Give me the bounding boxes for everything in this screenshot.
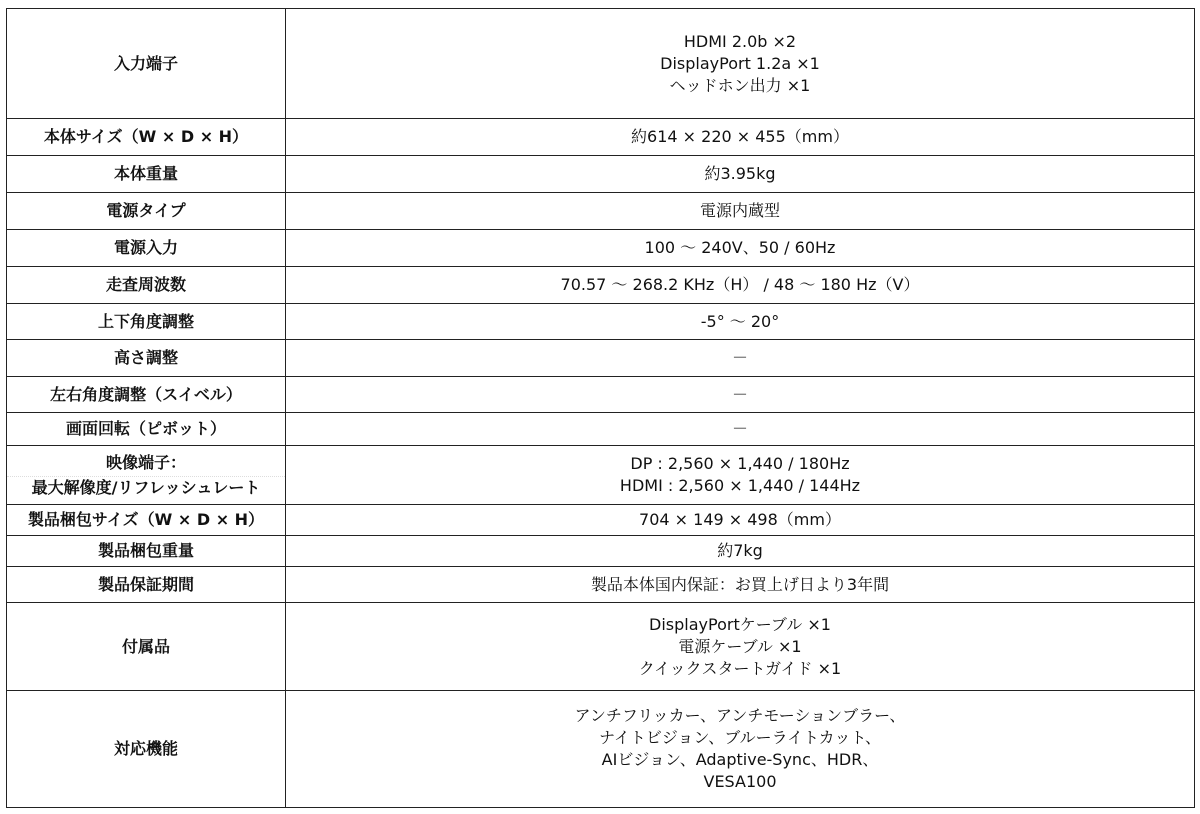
value-line: DisplayPort 1.2a ×1 [660, 53, 820, 73]
spec-row-body-weight [7, 156, 1195, 193]
row-value [286, 603, 1195, 691]
spec-row-accessories [7, 603, 1195, 691]
spec-row-package-weight [7, 536, 1195, 567]
label-line: 最大解像度/リフレッシュレート [31, 477, 261, 497]
value-line: DP : 2,560 × 1,440 / 180Hz [630, 454, 850, 473]
row-label: 付属品 [7, 603, 286, 691]
row-value: 704 × 149 × 498（mm） [286, 505, 1195, 536]
row-label: 電源タイプ [7, 193, 286, 230]
spec-row-body-size [7, 119, 1195, 156]
row-label: 画面回転（ピボット） [7, 413, 286, 446]
row-value: 約7kg [286, 536, 1195, 567]
value-line: VESA100 [703, 772, 777, 791]
row-value: 電源内蔵型 [286, 193, 1195, 230]
row-label: 電源入力 [7, 230, 286, 267]
row-label: 左右角度調整（スイベル） [7, 377, 286, 413]
row-value [286, 691, 1195, 808]
spec-table [6, 8, 1195, 808]
spec-row-power-type [7, 193, 1195, 230]
row-value: 製品本体国内保証：お買上げ日より3年間 [286, 567, 1195, 603]
value-line: クイックスタートガイド ×1 [638, 658, 842, 678]
row-label: 走査周波数 [7, 267, 286, 304]
row-value: 70.57 ～ 268.2 KHz（H） / 48 ～ 180 Hz（V） [286, 267, 1195, 304]
spec-row-height-adjust [7, 340, 1195, 377]
row-label: 本体サイズ（W × D × H） [7, 119, 286, 156]
spec-row-video-ports [7, 446, 1195, 505]
row-value: -5° ～ 20° [286, 304, 1195, 340]
row-value [286, 9, 1195, 119]
row-label: 入力端子 [7, 9, 286, 119]
value-line: ヘッドホン出力 ×1 [669, 75, 811, 95]
value-line: ナイトビジョン、ブルーライトカット、 [598, 728, 882, 747]
spec-row-package-size [7, 505, 1195, 536]
row-label: 本体重量 [7, 156, 286, 193]
spec-row-warranty [7, 567, 1195, 603]
row-value: － [286, 340, 1195, 377]
value-line: AIビジョン、Adaptive-Sync、HDR、 [601, 750, 879, 769]
spec-row-swivel [7, 377, 1195, 413]
row-label: 製品梱包サイズ（W × D × H） [7, 505, 286, 536]
spec-row-scan-frequency [7, 267, 1195, 304]
row-value [286, 446, 1195, 505]
row-value: 約614 × 220 × 455（mm） [286, 119, 1195, 156]
value-line: HDMI 2.0b ×2 [683, 31, 797, 51]
row-label: 製品保証期間 [7, 567, 286, 603]
spec-row-features [7, 691, 1195, 808]
row-value: － [286, 377, 1195, 413]
value-line: DisplayPortケーブル ×1 [649, 614, 831, 634]
row-value: － [286, 413, 1195, 446]
value-line: 電源ケーブル ×1 [678, 636, 802, 656]
row-label [7, 446, 286, 505]
value-line: アンチフリッカー、アンチモーションブラー、 [574, 706, 906, 725]
spec-row-pivot [7, 413, 1195, 446]
row-label: 上下角度調整 [7, 304, 286, 340]
spec-row-tilt [7, 304, 1195, 340]
row-label: 製品梱包重量 [7, 536, 286, 567]
spec-row-input-ports [7, 9, 1195, 119]
spec-row-power-input [7, 230, 1195, 267]
row-label: 対応機能 [7, 691, 286, 808]
value-line: HDMI : 2,560 × 1,440 / 144Hz [619, 476, 861, 495]
row-value: 100 ～ 240V、50 / 60Hz [286, 230, 1195, 267]
row-value: 約3.95kg [286, 156, 1195, 193]
label-line: 映像端子： [105, 452, 186, 472]
row-label: 高さ調整 [7, 340, 286, 377]
